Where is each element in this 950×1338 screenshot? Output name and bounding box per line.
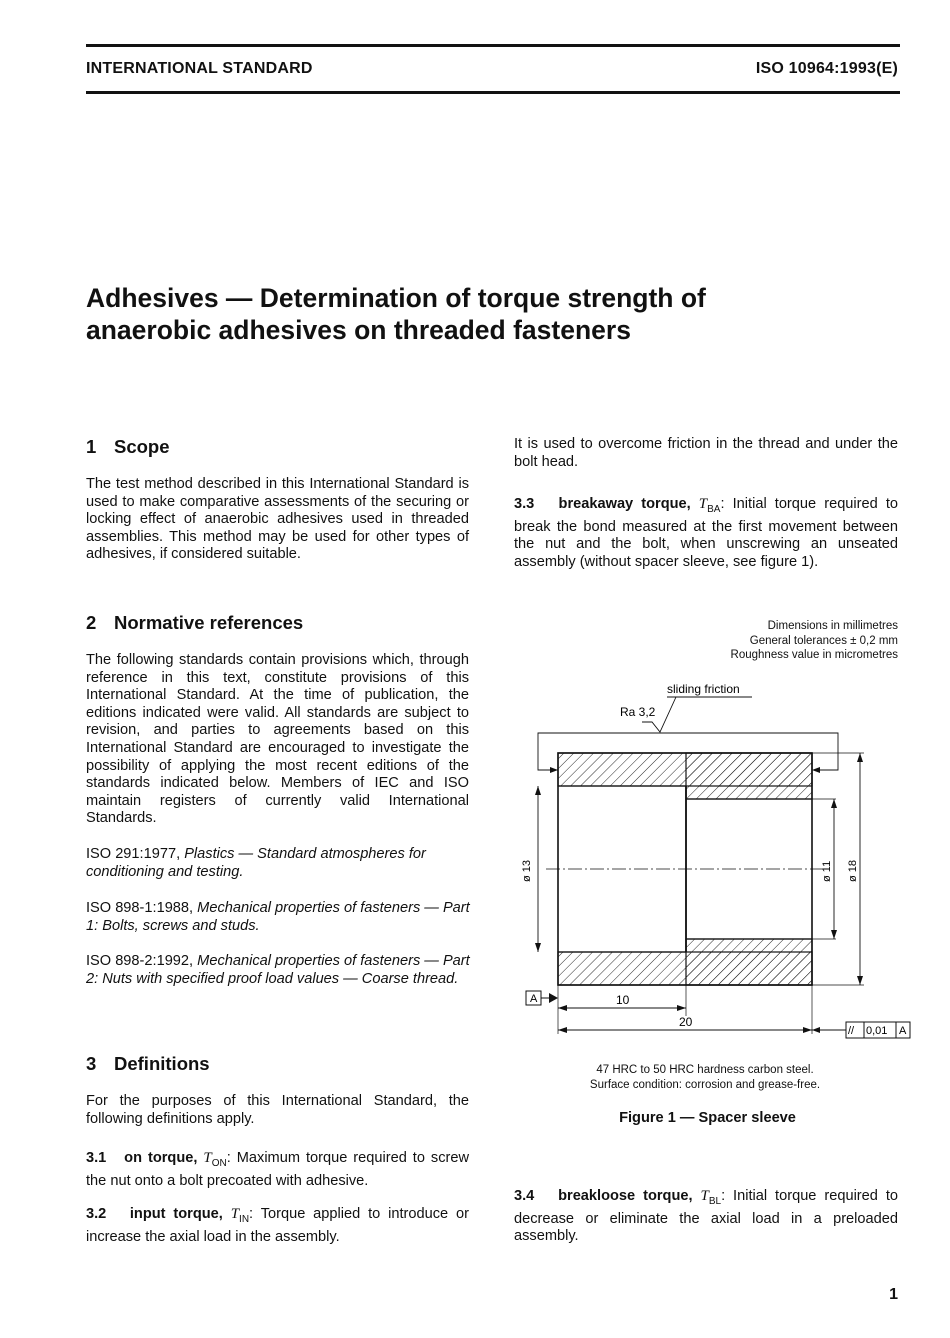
header-top-rule [86,44,900,47]
title-line-1: Adhesives — Determination of torque strength of [86,283,706,313]
header-standard-type: INTERNATIONAL STANDARD [86,60,313,77]
definition-symbol: $T_{BL}$ [700,1188,722,1207]
reference-code: ISO 898-1:1988, [86,900,194,916]
arrowhead [803,1027,812,1033]
header-document-number: ISO 10964:1993(E) [755,60,898,77]
datum-label: A [530,993,538,1005]
definition-3-2 [86,1206,469,1246]
reference-code: ISO 898-2:1992, [86,953,194,969]
tolerance-value: 0,01 [866,1025,888,1037]
arrowhead [812,1027,820,1033]
section-2-number: 2 [86,612,97,633]
figure-surface: Surface condition: corrosion and grease-free. [589,1078,821,1091]
definition-3-1 [86,1150,469,1190]
definition-symbol: $T_{ON}$ [203,1150,227,1169]
arrowhead [558,1027,567,1033]
arrowhead [831,799,837,808]
figure-caption: Figure 1 — Spacer sleeve [619,1110,796,1126]
arrowhead [857,976,863,985]
header-bottom-rule [86,91,900,94]
dim-d18-label: ø 18 [847,859,859,882]
dim-10-label: 10 [616,993,630,1007]
section-1-heading [86,436,170,458]
dim-d11-label: ø 11 [821,860,833,882]
definition-term: breakloose torque, [558,1188,693,1204]
definition-term: on torque, [124,1150,198,1166]
spacer-sleeve-drawing [510,676,920,1046]
section-3-number: 3 [86,1053,97,1074]
definition-term: input torque, [129,1206,223,1222]
reference-title: Plastics — Standard atmospheres for conditioning and testing. [86,846,426,880]
page-number: 1 [889,1286,898,1303]
arrowhead [558,1005,567,1011]
title-line-2: anaerobic adhesives on threaded fasteners [86,315,631,345]
roughness-value: Ra 3,2 [620,705,656,719]
section-3-title: Definitions [114,1053,210,1074]
reference-iso-898-1 [86,900,471,935]
section-1-number: 1 [86,436,97,457]
definition-number: 3.1 [86,1150,107,1166]
definition-3-4 [514,1188,898,1246]
figure-note-dimensions: Dimensions in millimetres [767,620,898,632]
arrowhead [831,930,837,939]
reference-title: Mechanical properties of fasteners — Part 1: Bolts, screws and studs. [86,900,470,934]
arrowhead [550,767,558,773]
arrowhead [677,1005,686,1011]
definition-text: : Initial torque required to decrease or eliminate the axial load in a preloaded assembly. [514,1188,898,1245]
sliding-friction-label: sliding friction [667,682,740,696]
figure-material-notes [530,1063,880,1092]
arrowhead [857,753,863,762]
datum-triangle [549,993,558,1003]
sleeve-wall-top-right [686,753,812,799]
figure-notes [731,619,898,663]
tolerance-symbol: // [848,1025,855,1037]
section-3-heading [86,1053,210,1075]
definition-text: : Maximum torque required to screw the nut onto a bolt precoated with adhesive. [86,1150,470,1189]
dim-d13-label: ø 13 [521,859,533,882]
definition-number: 3.2 [86,1206,107,1222]
definition-3-2-continuation: It is used to overcome friction in the thread and under the bolt head. [514,436,898,470]
section-2-body: The following standards contain provisions which, through reference in this text, constitute provisions of this International Standard. At the time of publication, the editions indicated were valid. All standards are subject to revision, and parties to agreements based on this International Standard are encouraged to investigate the possibility of applying the most recent editions of the standards indicated below. Members of IEC and ISO maintain registers of currently valid International Standards. [86,652,469,827]
definition-text: : Torque applied to introduce or increase the axial load in the assembly. [86,1206,469,1245]
definition-3-3 [514,496,898,571]
figure-material: 47 HRC to 50 HRC hardness carbon steel. [596,1064,814,1076]
definition-term: breakaway torque, [558,496,691,512]
tolerance-datum: A [899,1025,907,1037]
definition-symbol: $T_{BA}$ [698,496,721,515]
arrowhead [535,943,541,952]
arrowhead [535,786,541,795]
section-3-intro: For the purposes of this International Standard, the following definitions apply. [86,1093,469,1127]
sleeve-wall-bottom-right [686,939,812,985]
section-2-heading [86,612,303,634]
figure-note-roughness: Roughness value in micrometres [730,649,898,662]
reference-code: ISO 291:1977, [86,846,181,862]
reference-iso-898-2 [86,953,471,988]
section-1-body: The test method described in this International Standard is used to make comparative assessments of the securing or locking effect of anaerobic adhesives used in threaded assemblies. This method may be used for other types of adhesives, if considered suitable. [86,476,469,563]
document-title [86,282,846,346]
reference-title: Mechanical properties of fasteners — Part 2: Nuts with specified proof load values — Coarse thread. [86,953,470,987]
section-1-title: Scope [114,436,170,457]
arrowhead [812,767,820,773]
definition-number: 3.4 [514,1188,535,1204]
definition-text: : Initial torque required to break the bond measured at the first movement between the nut and the bolt, when unscrewing an unseated assembly (without spacer sleeve, see figure 1). [514,496,899,570]
section-2-title: Normative references [114,612,304,633]
definition-number: 3.3 [514,496,535,512]
figure-note-tolerances: General tolerances ± 0,2 mm [749,634,898,647]
reference-iso-291 [86,846,471,881]
definition-symbol: $T_{IN}$ [230,1206,250,1225]
dim-20-label: 20 [679,1015,693,1029]
